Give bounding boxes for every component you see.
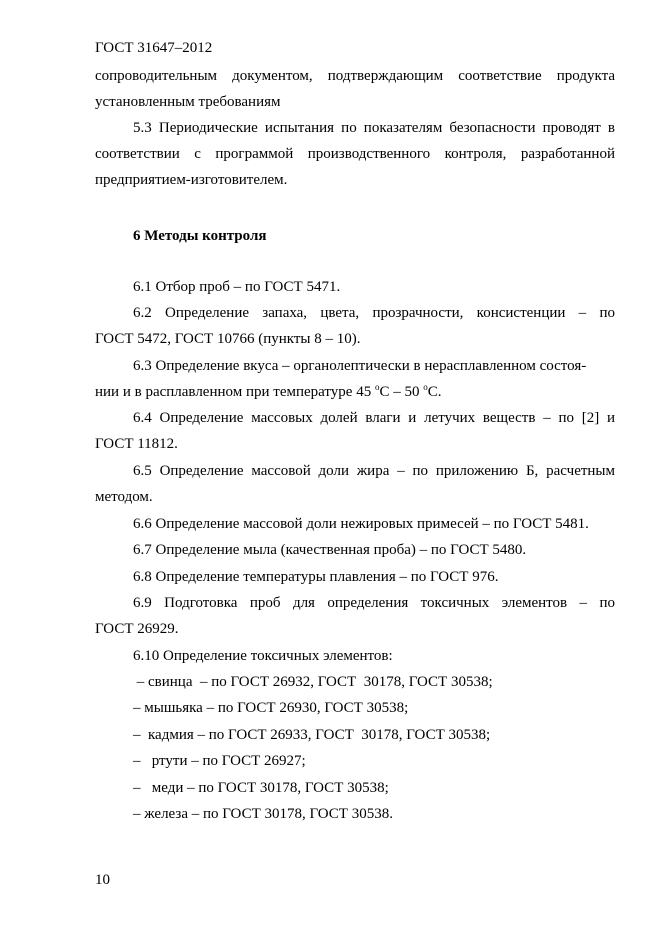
list-item-lead: – свинца – по ГОСТ 26932, ГОСТ 30178, ГОСТ 30538; [133, 674, 493, 690]
list-item-mercury: – ртути – по ГОСТ 26927; [133, 753, 306, 769]
text-line: ГОСТ 11812. [95, 436, 178, 452]
paragraph-6-10: 6.10 Определение токсичных элементов: [133, 648, 393, 664]
text-line: предприятием-изготовителем. [95, 172, 288, 188]
text-line: ГОСТ 5472, ГОСТ 10766 (пункты 8 – 10). [95, 331, 361, 347]
text-fragment: нии и в расплавленном при температуре 45 [95, 384, 375, 400]
text-line: ГОСТ 26929. [95, 621, 179, 637]
paragraph-6-9: 6.9 Подготовка проб для определения токсичных элементов – по [133, 595, 615, 611]
text-line: установленным требованиям [95, 94, 281, 110]
list-item-iron: – железа – по ГОСТ 30178, ГОСТ 30538. [133, 806, 393, 822]
page-number: 10 [95, 872, 110, 888]
text-fragment: С. [427, 384, 442, 400]
paragraph-6-8: 6.8 Определение температуры плавления – по ГОСТ 976. [133, 569, 499, 585]
list-item-arsenic: – мышьяка – по ГОСТ 26930, ГОСТ 30538; [133, 700, 409, 716]
paragraph-6-1: 6.1 Отбор проб – по ГОСТ 5471. [133, 279, 341, 295]
text-line: соответствии с программой производственного контроля, разработанной [95, 146, 615, 162]
text-line-temperature [95, 382, 615, 402]
list-item-copper: – меди – по ГОСТ 30178, ГОСТ 30538; [133, 780, 389, 796]
paragraph-5-3: 5.3 Периодические испытания по показателям безопасности проводят в [133, 120, 615, 136]
degree-sign: о [423, 382, 428, 392]
text-line: сопроводительным документом, подтверждающим соответствие продукта [95, 68, 615, 84]
paragraph-6-3: 6.3 Определение вкуса – органолептически в нерасплавленном состоя- [133, 358, 587, 374]
paragraph-6-2: 6.2 Определение запаха, цвета, прозрачности, консистенции – по [133, 305, 615, 321]
standard-header: ГОСТ 31647–2012 [95, 40, 213, 56]
paragraph-6-6: 6.6 Определение массовой доли нежировых примесей – по ГОСТ 5481. [133, 516, 589, 532]
list-item-cadmium: – кадмия – по ГОСТ 26933, ГОСТ 30178, ГОСТ 30538; [133, 727, 491, 743]
text-fragment: С – 50 [379, 384, 424, 400]
text-line: методом. [95, 489, 153, 505]
paragraph-6-5: 6.5 Определение массовой доли жира – по приложению Б, расчетным [133, 463, 615, 479]
section-title: 6 Методы контроля [133, 228, 267, 244]
degree-sign: о [374, 382, 380, 392]
paragraph-6-7: 6.7 Определение мыла (качественная проба) – по ГОСТ 5480. [133, 542, 527, 558]
paragraph-6-4: 6.4 Определение массовых долей влаги и летучих веществ – по [2] и [133, 410, 615, 426]
